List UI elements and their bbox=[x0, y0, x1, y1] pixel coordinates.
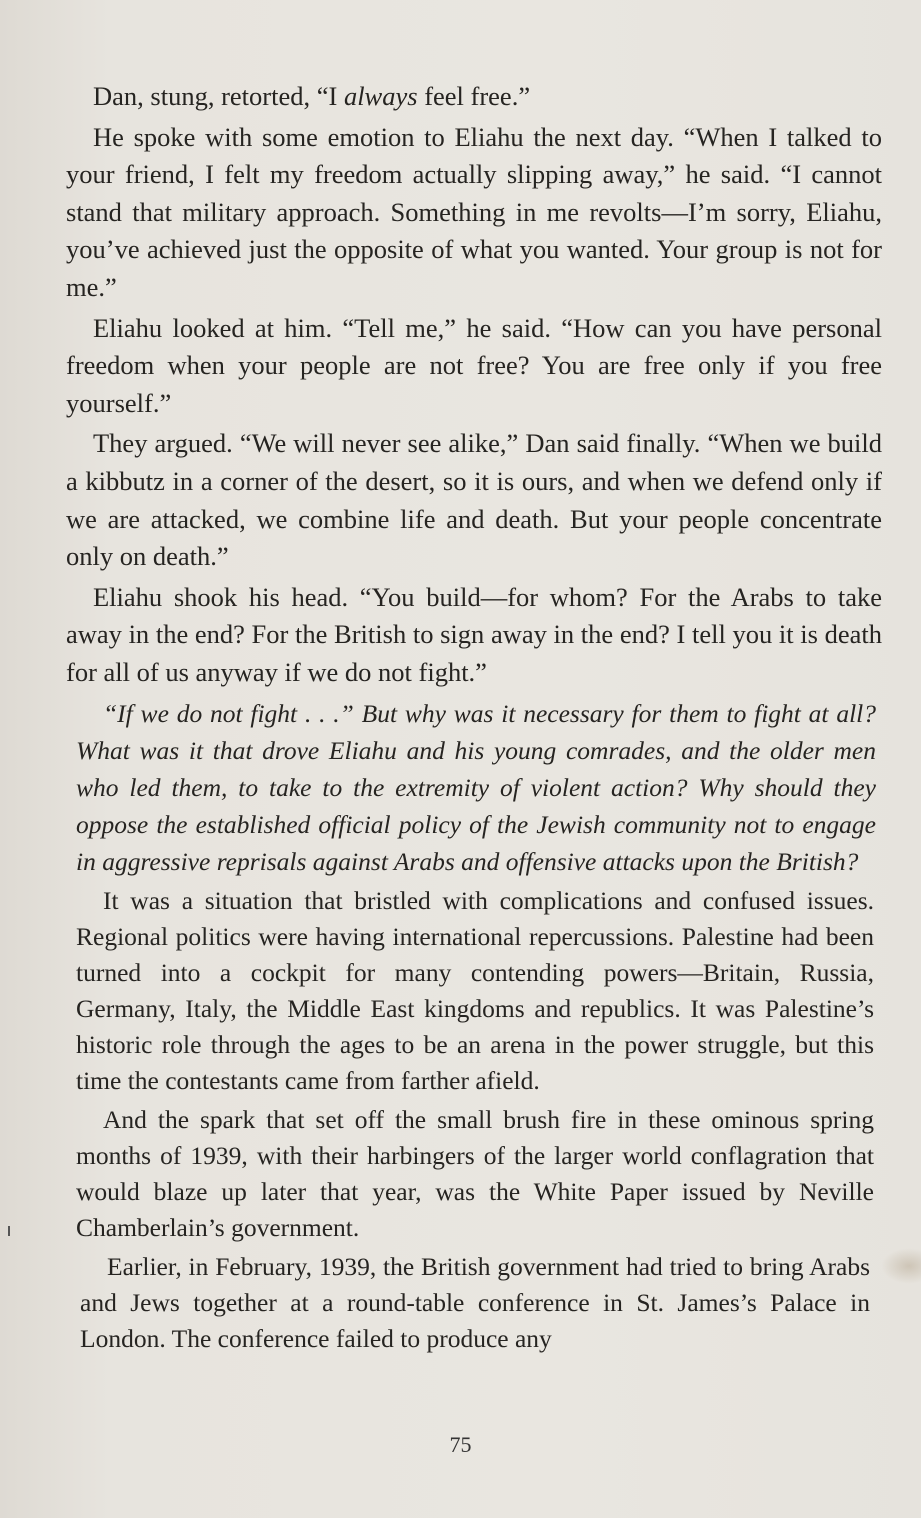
margin-speck bbox=[8, 1226, 10, 1236]
paragraph bbox=[66, 78, 882, 116]
paragraph bbox=[66, 579, 882, 692]
text-segment: Earlier, in February, 1939, the British government had tried to bring Arabs and Jews together at a round-table conference in St. James’s Palace in London. The conference failed to produce any bbox=[80, 1251, 870, 1353]
paragraph bbox=[66, 119, 882, 307]
text-segment: He spoke with some emotion to Eliahu the next day. “When I talked to your friend, I felt my freedom actually slipping away,” he said. “I cannot stand that military approach. Something in me revolts—I’m sorry, Eliahu, you’ve achieved just the opposite of what you wanted. Your group is not for me.” bbox=[66, 121, 882, 302]
text-segment: Dan, stung, retorted, “I bbox=[93, 81, 344, 111]
paragraph bbox=[66, 310, 882, 423]
paragraph bbox=[76, 883, 874, 1099]
italic-paragraph bbox=[76, 695, 876, 880]
italic-segment: always bbox=[343, 81, 418, 111]
text-segment: And the spark that set off the small brush fire in these ominous spring months of 1939, with their harbingers of the larger world conflagration that would blaze up later that year, was the White Paper issued by Neville Chamberlain’s government. bbox=[76, 1104, 874, 1242]
body-text bbox=[66, 78, 882, 1360]
paragraph bbox=[80, 1249, 870, 1357]
text-segment: Eliahu looked at him. “Tell me,” he said. “How can you have personal freedom when your people are not free? You are free only if you free yourself.” bbox=[66, 312, 882, 418]
paragraph bbox=[76, 1102, 874, 1246]
text-segment: “If we do not fight . . .” But why was it necessary for them to fight at all? What was it that drove Eliahu and his young comrades, and the older men who led them, to take to the extremity of violent action? Why should they oppose the established official policy of the Jewish community not to engage in aggressive reprisals against Arabs and offensive attacks upon the British? bbox=[76, 698, 876, 876]
paper-stain bbox=[881, 1248, 921, 1284]
page-number: 75 bbox=[449, 1432, 472, 1457]
text-segment: It was a situation that bristled with complications and confused issues. Regional politics were having international repercussions. Palestine had been turned into a cockpit for many contending powers—Britain, Russia, Germany, Italy, the Middle East kingdoms and republics. It was Palestine’s historic role through the ages to be an arena in the power struggle, but this time the contestants came from farther afield. bbox=[76, 885, 874, 1095]
text-segment: They argued. “We will never see alike,” Dan said finally. “When we build a kibbutz in a corner of the desert, so it is ours, and when we defend only if we are attacked, we combine life and death. But your people concentrate only on death.” bbox=[66, 428, 882, 572]
paragraph bbox=[66, 425, 882, 575]
text-segment: feel free.” bbox=[417, 81, 531, 111]
text-segment: Eliahu shook his head. “You build—for whom? For the Arabs to take away in the end? For the British to sign away in the end? I tell you it is death for all of us anyway if we do not fight.” bbox=[66, 581, 882, 687]
